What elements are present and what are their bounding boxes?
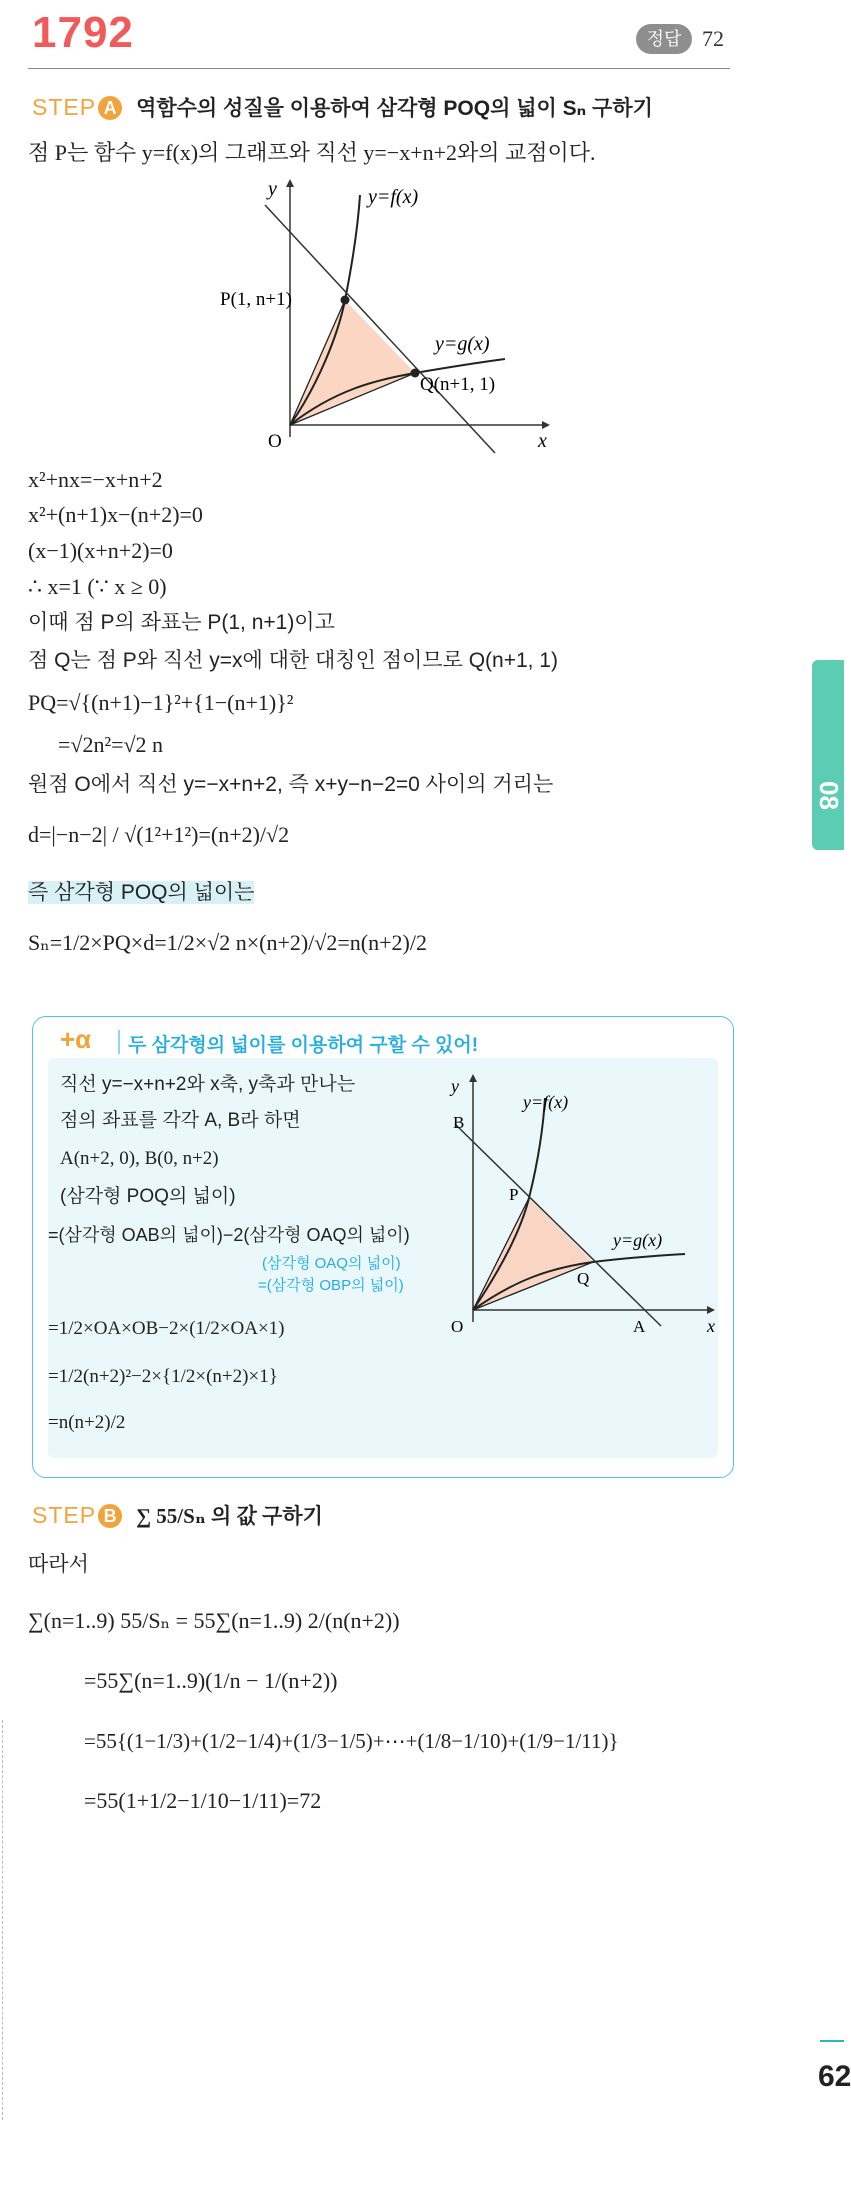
step-a-letter: A (98, 96, 122, 120)
graph-p-label: P(1, n+1) (220, 289, 292, 310)
tip-graph-q-label: Q (577, 1269, 590, 1288)
problem-number: 1792 (32, 8, 134, 57)
line-point-q: 점 Q는 점 P와 직선 y=x에 대한 대칭인 점이므로 Q(n+1, 1) (28, 649, 558, 672)
tip-graph-p-label: P (509, 1185, 519, 1204)
step-b-header (32, 1500, 323, 1530)
header-divider (28, 68, 730, 69)
line-point-p: 이때 점 P의 좌표는 P(1, n+1)이고 (28, 611, 335, 634)
answer-value: 72 (702, 26, 724, 51)
chapter-tab-number: 08 (813, 781, 844, 810)
step-a-header (32, 92, 653, 122)
page-number: 62 (818, 2060, 851, 2093)
tip-graph-b-label: B (453, 1113, 465, 1132)
tip-note-oaq: (삼각형 OAQ의 넓이) (262, 1255, 401, 1272)
step-a-title: 역함수의 성질을 이용하여 삼각형 POQ의 넓이 Sₙ 구하기 (136, 97, 653, 120)
step-a-graph (220, 175, 550, 455)
sum-line-3: =55{(1−1/3)+(1/2−1/4)+(1/3−1/5)+⋯+(1/8−1/10)+(1/9−1/11)} (84, 1729, 619, 1753)
line-area-intro: 즉 삼각형 POQ의 넓이는 (28, 881, 255, 904)
graph-g-label: y=g(x) (435, 333, 490, 355)
sum-line-1: ∑(n=1..9) 55/Sₙ = 55∑(n=1..9) 2/(n(n+2)) (28, 1608, 400, 1633)
point-p (341, 296, 350, 305)
answer-badge: 정답 (636, 24, 692, 54)
graph-x-label: x (538, 430, 547, 452)
point-q (411, 369, 420, 378)
tip-line-7: =1/2(n+2)²−2×{1/2×(n+2)×1} (48, 1366, 278, 1387)
tip-line-5: =(삼각형 OAB의 넓이)−2(삼각형 OAQ의 넓이) (48, 1225, 410, 1245)
tip-line-2: 점의 좌표를 각각 A, B라 하면 (60, 1110, 301, 1131)
step-b-letter: B (98, 1504, 122, 1528)
graph-origin-label: O (268, 431, 282, 452)
tip-line-3: A(n+2, 0), B(0, n+2) (60, 1148, 219, 1169)
tip-graph-g-label: y=g(x) (613, 1230, 663, 1250)
tip-graph-y-label: y (451, 1076, 459, 1096)
chapter-side-tab (812, 660, 844, 850)
sum-line-4: =55(1+1/2−1/10−1/11)=72 (84, 1788, 322, 1813)
step-b-label: STEP (32, 1502, 97, 1528)
triangle-poq-fill (290, 300, 415, 425)
tip-triangle-fill (473, 1198, 593, 1310)
line-equation-3: (x−1)(x+n+2)=0 (28, 538, 173, 563)
step-b-title: ∑ 55/Sₙ 의 값 구하기 (136, 1504, 323, 1528)
tip-line-1: 직선 y=−x+n+2와 x축, y축과 만나는 (60, 1074, 356, 1095)
side-rule (820, 2040, 844, 2042)
sum-line-2: =55∑(n=1..9)(1/n − 1/(n+2)) (84, 1668, 338, 1693)
tip-line-8: =n(n+2)/2 (48, 1412, 126, 1433)
tip-graph-f-label: y=f(x) (523, 1092, 569, 1112)
step-a-intro: 점 P는 함수 y=f(x)의 그래프와 직선 y=−x+n+2와의 교점이다. (28, 140, 596, 165)
graph-q-label: Q(n+1, 1) (420, 374, 496, 395)
line-pq-result: =√2n²=√2 n (58, 732, 164, 757)
line-pq-length: PQ=√{(n+1)−1}²+{1−(n+1)}² (28, 690, 294, 715)
graph-f-label: y=f(x) (368, 186, 419, 208)
tip-line-6: =1/2×OA×OB−2×(1/2×OA×1) (48, 1318, 285, 1339)
line-equation-2: x²+(n+1)x−(n+2)=0 (28, 502, 203, 527)
tip-graph-a-label: A (633, 1317, 646, 1336)
line-distance-formula: d=|−n−2| / √(1²+1²)=(n+2)/√2 (28, 822, 290, 847)
line-equation-1: x²+nx=−x+n+2 (28, 467, 163, 492)
tip-graph-x-label: x (707, 1316, 715, 1336)
graph-y-label: y (268, 178, 277, 200)
tip-graph-origin: O (451, 1317, 464, 1336)
tip-note-obp: =(삼각형 OBP의 넓이) (258, 1277, 404, 1294)
line-distance-intro: 원점 O에서 직선 y=−x+n+2, 즉 x+y−n−2=0 사이의 거리는 (28, 773, 554, 796)
tip-title: 두 삼각형의 넓이를 이용하여 구할 수 있어! (128, 1035, 479, 1056)
tip-divider (118, 1030, 120, 1054)
margin-dashed-rule (2, 1720, 3, 2120)
tip-graph (445, 1070, 720, 1340)
line-area-formula: Sₙ=1/2×PQ×d=1/2×√2 n×(n+2)/√2=n(n+2)/2 (28, 930, 427, 955)
tip-plus-alpha: +α (60, 1024, 92, 1054)
step-b-lead: 따라서 (28, 1553, 89, 1576)
tip-line-4: (삼각형 POQ의 넓이) (60, 1186, 236, 1207)
line-equation-4: ∴ x=1 (∵ x ≥ 0) (28, 574, 167, 599)
step-a-label: STEP (32, 94, 97, 120)
